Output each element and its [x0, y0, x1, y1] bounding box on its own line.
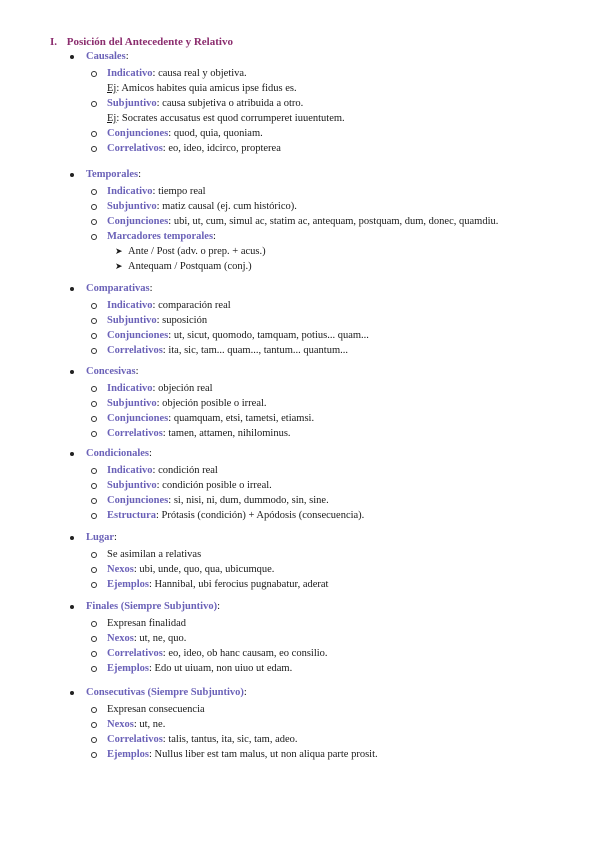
list-item-text: [107, 631, 186, 646]
item-colon: :: [162, 143, 169, 154]
section-title-label: [86, 686, 247, 700]
list-item-text: [107, 661, 292, 676]
item-term: Subjuntivo: [107, 398, 157, 409]
item-colon: :: [156, 398, 163, 409]
item-term: Correlativos: [107, 648, 163, 659]
section-title-text: Lugar: [86, 532, 115, 543]
document-heading: [50, 36, 233, 48]
section-title-label: [86, 600, 220, 614]
list-item-text: [107, 463, 218, 478]
example-colon: :: [116, 83, 122, 94]
section-title-label: [86, 282, 153, 296]
section-title-colon: :: [243, 687, 247, 698]
item-colon: :: [168, 216, 174, 227]
bullet-icon: [70, 287, 74, 291]
item-colon: :: [149, 663, 155, 674]
item-body: Expresan finalidad: [107, 618, 187, 629]
list-item-text: [107, 141, 281, 156]
list-item-text: [107, 199, 297, 214]
list-item-text: [107, 508, 364, 523]
item-body: objeción real: [158, 383, 213, 394]
section-title-label: [86, 531, 117, 545]
section-title-colon: :: [149, 448, 152, 459]
item-body: Hannibal, ubi ferocius pugnabatur, aderat: [154, 579, 329, 590]
circle-bullet-icon: [91, 468, 97, 474]
circle-bullet-icon: [91, 621, 97, 627]
item-term: Correlativos: [107, 143, 163, 154]
example-text: [107, 111, 345, 126]
section-title-label: [86, 168, 141, 182]
item-colon: :: [213, 231, 216, 242]
item-colon: :: [162, 734, 169, 745]
bullet-icon: [70, 370, 74, 374]
item-body: quamquam, etsi, tametsi, etiamsi.: [173, 413, 315, 424]
circle-bullet-icon: [91, 416, 97, 422]
circle-bullet-icon: [91, 636, 97, 642]
circle-bullet-icon: [91, 737, 97, 743]
circle-bullet-icon: [91, 707, 97, 713]
heading-title: Posición del Antecedente y Relativo: [66, 36, 233, 48]
item-colon: :: [156, 480, 163, 491]
circle-bullet-icon: [91, 348, 97, 354]
item-colon: :: [156, 98, 163, 109]
item-body: ut, ne, quo.: [139, 633, 187, 644]
circle-bullet-icon: [91, 386, 97, 392]
item-body: condición posible o irreal.: [162, 480, 272, 491]
list-item-text: [107, 426, 291, 441]
section-title-text: Finales (Siempre Subjuntivo): [86, 601, 218, 612]
list-item-text: [107, 214, 498, 229]
heading-number: I.: [50, 36, 58, 48]
circle-bullet-icon: [91, 219, 97, 225]
section-title-text: Temporales: [86, 169, 139, 180]
section-title-colon: :: [217, 601, 220, 612]
sub-list-item-text: Ante / Post (adv. o prep. + acus.): [128, 246, 266, 257]
item-body: Nullus liber est tam malus, ut non aliqua parte prosit.: [154, 749, 378, 760]
item-colon: :: [133, 719, 140, 730]
item-body: tamen, attamen, nihilominus.: [168, 428, 291, 439]
list-item-text: [107, 493, 329, 508]
section-title-text: Condicionales: [86, 448, 150, 459]
item-colon: :: [152, 300, 159, 311]
circle-bullet-icon: [91, 71, 97, 77]
circle-bullet-icon: [91, 189, 97, 195]
item-body: ubi, unde, quo, qua, ubicumque.: [139, 564, 275, 575]
list-item-text: [107, 313, 207, 328]
list-item-text: [107, 126, 263, 141]
example-body: Socrates accusatus est quod corrumperet iuuentutem.: [121, 113, 345, 124]
item-body: matiz causal (ej. cum histórico).: [162, 201, 297, 212]
circle-bullet-icon: [91, 498, 97, 504]
circle-bullet-icon: [91, 204, 97, 210]
section-title-text: Causales: [86, 51, 126, 62]
list-item-text: [107, 411, 314, 426]
item-colon: :: [156, 315, 163, 326]
list-item-text: [107, 229, 216, 244]
item-colon: :: [162, 428, 169, 439]
arrow-bullet-icon: ➤: [115, 261, 123, 271]
list-item-text: [107, 298, 231, 313]
item-term: Conjunciones: [107, 413, 169, 424]
circle-bullet-icon: [91, 582, 97, 588]
list-item-text: [107, 184, 206, 199]
item-term: Indicativo: [107, 300, 153, 311]
item-colon: :: [152, 186, 159, 197]
list-item-text: [107, 717, 165, 732]
item-body: eo, ideo, idcirco, propterea: [168, 143, 281, 154]
list-item-text: [107, 96, 303, 111]
section-title-text: Concesivas: [86, 366, 136, 377]
item-term: Conjunciones: [107, 495, 169, 506]
item-colon: :: [156, 201, 163, 212]
bullet-icon: [70, 55, 74, 59]
list-item-text: [107, 562, 274, 577]
item-colon: :: [133, 564, 140, 575]
item-term: Indicativo: [107, 465, 153, 476]
item-body: objeción posible o irreal.: [162, 398, 267, 409]
section-title-colon: :: [149, 283, 153, 294]
circle-bullet-icon: [91, 431, 97, 437]
item-colon: :: [168, 128, 174, 139]
item-term: Subjuntivo: [107, 480, 157, 491]
item-term: Indicativo: [107, 186, 153, 197]
item-body: quod, quia, quoniam.: [173, 128, 263, 139]
section-title-colon: :: [125, 51, 129, 62]
item-body: si, nisi, ni, dum, dummodo, sin, sine.: [173, 495, 329, 506]
item-body: comparación real: [158, 300, 231, 311]
circle-bullet-icon: [91, 131, 97, 137]
list-item-text: [107, 328, 369, 343]
item-body: ubi, ut, cum, simul ac, statim ac, antequam, postquam, dum, donec, quamdiu.: [173, 216, 499, 227]
circle-bullet-icon: [91, 513, 97, 519]
bullet-icon: [70, 691, 74, 695]
list-item-text: [107, 478, 272, 493]
item-term: Ejemplos: [107, 579, 149, 590]
circle-bullet-icon: [91, 666, 97, 672]
circle-bullet-icon: [91, 146, 97, 152]
section-title-text: Consecutivas (Siempre Subjuntivo): [86, 687, 244, 698]
item-body: suposición: [162, 315, 208, 326]
section-title-colon: :: [135, 366, 139, 377]
item-colon: :: [149, 579, 155, 590]
item-body: causa real y objetiva.: [158, 68, 247, 79]
item-body: Prótasis (condición) + Apódosis (consecuencia).: [161, 510, 365, 521]
list-item-text: [107, 616, 186, 631]
item-term: Nexos: [107, 719, 134, 730]
circle-bullet-icon: [91, 567, 97, 573]
item-colon: :: [168, 495, 174, 506]
item-colon: :: [162, 648, 169, 659]
item-term: Ejemplos: [107, 749, 149, 760]
sub-list-item-text: Antequam / Postquam (conj.): [128, 261, 252, 272]
section-title-label: [86, 447, 152, 461]
item-term: Estructura: [107, 510, 156, 521]
item-term: Indicativo: [107, 68, 153, 79]
section-title-colon: :: [138, 169, 142, 180]
example-label: Ej: [107, 113, 117, 124]
item-body: tiempo real: [158, 186, 206, 197]
item-body: ut, sicut, quomodo, tamquam, potius... quam...: [173, 330, 369, 341]
list-item-text: [107, 343, 348, 358]
list-item-text: [107, 577, 328, 592]
item-colon: :: [149, 749, 155, 760]
example-label: Ej: [107, 83, 117, 94]
arrow-bullet-icon: ➤: [115, 246, 123, 256]
item-term: Ejemplos: [107, 663, 149, 674]
list-item-text: [107, 381, 213, 396]
item-body: causa subjetiva o atribuida a otro.: [162, 98, 304, 109]
item-body: talis, tantus, ita, sic, tam, adeo.: [168, 734, 298, 745]
item-term: Correlativos: [107, 734, 163, 745]
item-body: Se asimilan a relativas: [107, 549, 202, 560]
example-body: Amicos habites quia amicus ipse fidus es.: [121, 83, 297, 94]
item-term: Correlativos: [107, 428, 163, 439]
item-body: condición real: [158, 465, 218, 476]
item-term: Nexos: [107, 564, 134, 575]
circle-bullet-icon: [91, 483, 97, 489]
item-body: Edo ut uiuam, non uiuo ut edam.: [154, 663, 293, 674]
circle-bullet-icon: [91, 752, 97, 758]
example-colon: :: [116, 113, 122, 124]
circle-bullet-icon: [91, 651, 97, 657]
item-colon: :: [168, 330, 174, 341]
item-colon: :: [152, 68, 159, 79]
circle-bullet-icon: [91, 234, 97, 240]
item-body: ita, sic, tam... quam..., tantum... quantum...: [168, 345, 348, 356]
item-colon: :: [133, 633, 140, 644]
section-title-label: [86, 365, 139, 379]
item-term: Correlativos: [107, 345, 163, 356]
item-colon: :: [162, 345, 169, 356]
bullet-icon: [70, 605, 74, 609]
item-term: Subjuntivo: [107, 98, 157, 109]
item-term: Nexos: [107, 633, 134, 644]
circle-bullet-icon: [91, 552, 97, 558]
circle-bullet-icon: [91, 318, 97, 324]
item-term: Subjuntivo: [107, 201, 157, 212]
item-colon: :: [156, 510, 162, 521]
item-term: Conjunciones: [107, 128, 169, 139]
item-term: Subjuntivo: [107, 315, 157, 326]
list-item-text: [107, 747, 378, 762]
item-term: Marcadores temporales: [107, 231, 214, 242]
list-item-text: [107, 732, 298, 747]
circle-bullet-icon: [91, 101, 97, 107]
item-term: Conjunciones: [107, 216, 169, 227]
item-body: eo, ideo, ob hanc causam, eo consilio.: [168, 648, 328, 659]
bullet-icon: [70, 452, 74, 456]
item-colon: :: [152, 383, 159, 394]
section-title-text: Comparativas: [86, 283, 150, 294]
item-colon: :: [152, 465, 159, 476]
list-item-text: [107, 646, 328, 661]
circle-bullet-icon: [91, 333, 97, 339]
item-body: ut, ne.: [139, 719, 166, 730]
item-body: Expresan consecuencia: [107, 704, 205, 715]
list-item-text: [107, 702, 205, 717]
section-title-label: [86, 50, 129, 64]
bullet-icon: [70, 536, 74, 540]
item-colon: :: [168, 413, 174, 424]
circle-bullet-icon: [91, 722, 97, 728]
list-item-text: [107, 66, 247, 81]
list-item-text: [107, 547, 201, 562]
item-term: Indicativo: [107, 383, 153, 394]
item-term: Conjunciones: [107, 330, 169, 341]
circle-bullet-icon: [91, 303, 97, 309]
section-title-colon: :: [114, 532, 117, 543]
bullet-icon: [70, 173, 74, 177]
example-text: [107, 81, 297, 96]
circle-bullet-icon: [91, 401, 97, 407]
list-item-text: [107, 396, 267, 411]
